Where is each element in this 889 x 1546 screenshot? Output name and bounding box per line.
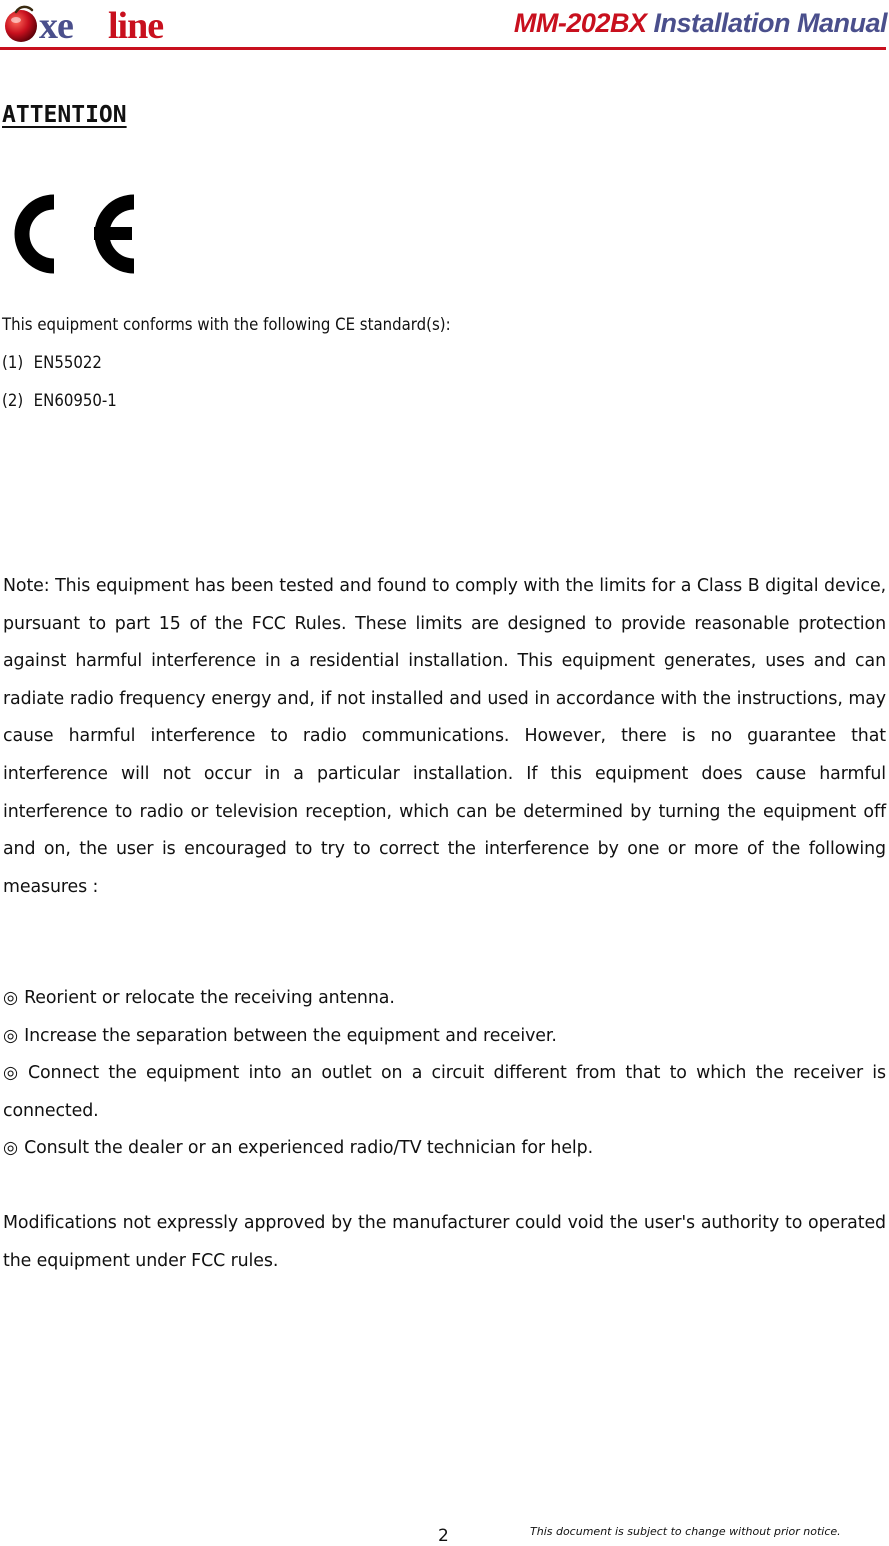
ce-standard-name: EN55022 <box>33 353 102 373</box>
measure-text: Reorient or relocate the receiving antenna. <box>24 988 395 1008</box>
measure-item <box>3 980 886 1018</box>
svg-text:line: line <box>108 5 164 44</box>
svg-text:xe: xe <box>39 5 73 44</box>
measure-text: Connect the equipment into an outlet on a circuit different from that to which the receiver is connected. <box>3 1063 886 1121</box>
ce-standards <box>2 312 451 426</box>
measure-text: Consult the dealer or an experienced radio/TV technician for help. <box>24 1138 594 1159</box>
ce-standard-item <box>2 388 451 426</box>
footer-notice: This document is subject to change without prior notice. <box>530 1525 841 1538</box>
manual-title: Installation Manual <box>653 8 887 38</box>
modifications-notice: Modifications not expressly approved by the manufacturer could void the user's authority to operated the equipment under FCC rules. <box>3 1213 886 1271</box>
oxeline-logo <box>2 4 187 44</box>
ce-intro: This equipment conforms with the following CE standard(s): <box>2 315 451 335</box>
bullet-icon: ◎ <box>3 1063 22 1084</box>
ce-mark-icon <box>2 186 140 282</box>
measure-item <box>3 1018 886 1056</box>
attention-heading: ATTENTION <box>2 102 127 128</box>
ce-standard-name: EN60950-1 <box>33 391 117 411</box>
measure-item <box>3 1055 886 1130</box>
page-number: 2 <box>438 1526 449 1546</box>
document-title <box>514 8 887 39</box>
page-header <box>0 0 889 52</box>
bullet-icon: ◎ <box>3 988 19 1008</box>
ce-standard-number: (2) <box>2 391 24 411</box>
header-divider <box>0 47 886 50</box>
measure-text: Increase the separation between the equipment and receiver. <box>24 1025 557 1046</box>
bullet-icon: ◎ <box>3 1138 19 1159</box>
measure-item <box>3 1130 886 1168</box>
model-name: MM-202BX <box>513 8 647 38</box>
ce-standard-item <box>2 350 451 388</box>
ce-standard-number: (1) <box>2 353 24 373</box>
bullet-icon: ◎ <box>3 1025 19 1046</box>
interference-measures <box>3 980 886 1168</box>
fcc-note: Note: This equipment has been tested and found to comply with the limits for a Class B digital device, pursuant to part 15 of the FCC Rules. These limits are designed to provide reasonable protection against harmful interference in a residential installation. This equipment generates, uses and can radiate radio frequency energy and, if not installed and used in accordance with the instructions, may cause harmful interference to radio communications. However, there is no guarantee that interference will not occur in a particular installation. If this equipment does cause harmful interference to radio or television reception, which can be determined by turning the equipment off and on, the user is encouraged to try to correct the interference by one or more of the following measures : <box>3 576 886 897</box>
